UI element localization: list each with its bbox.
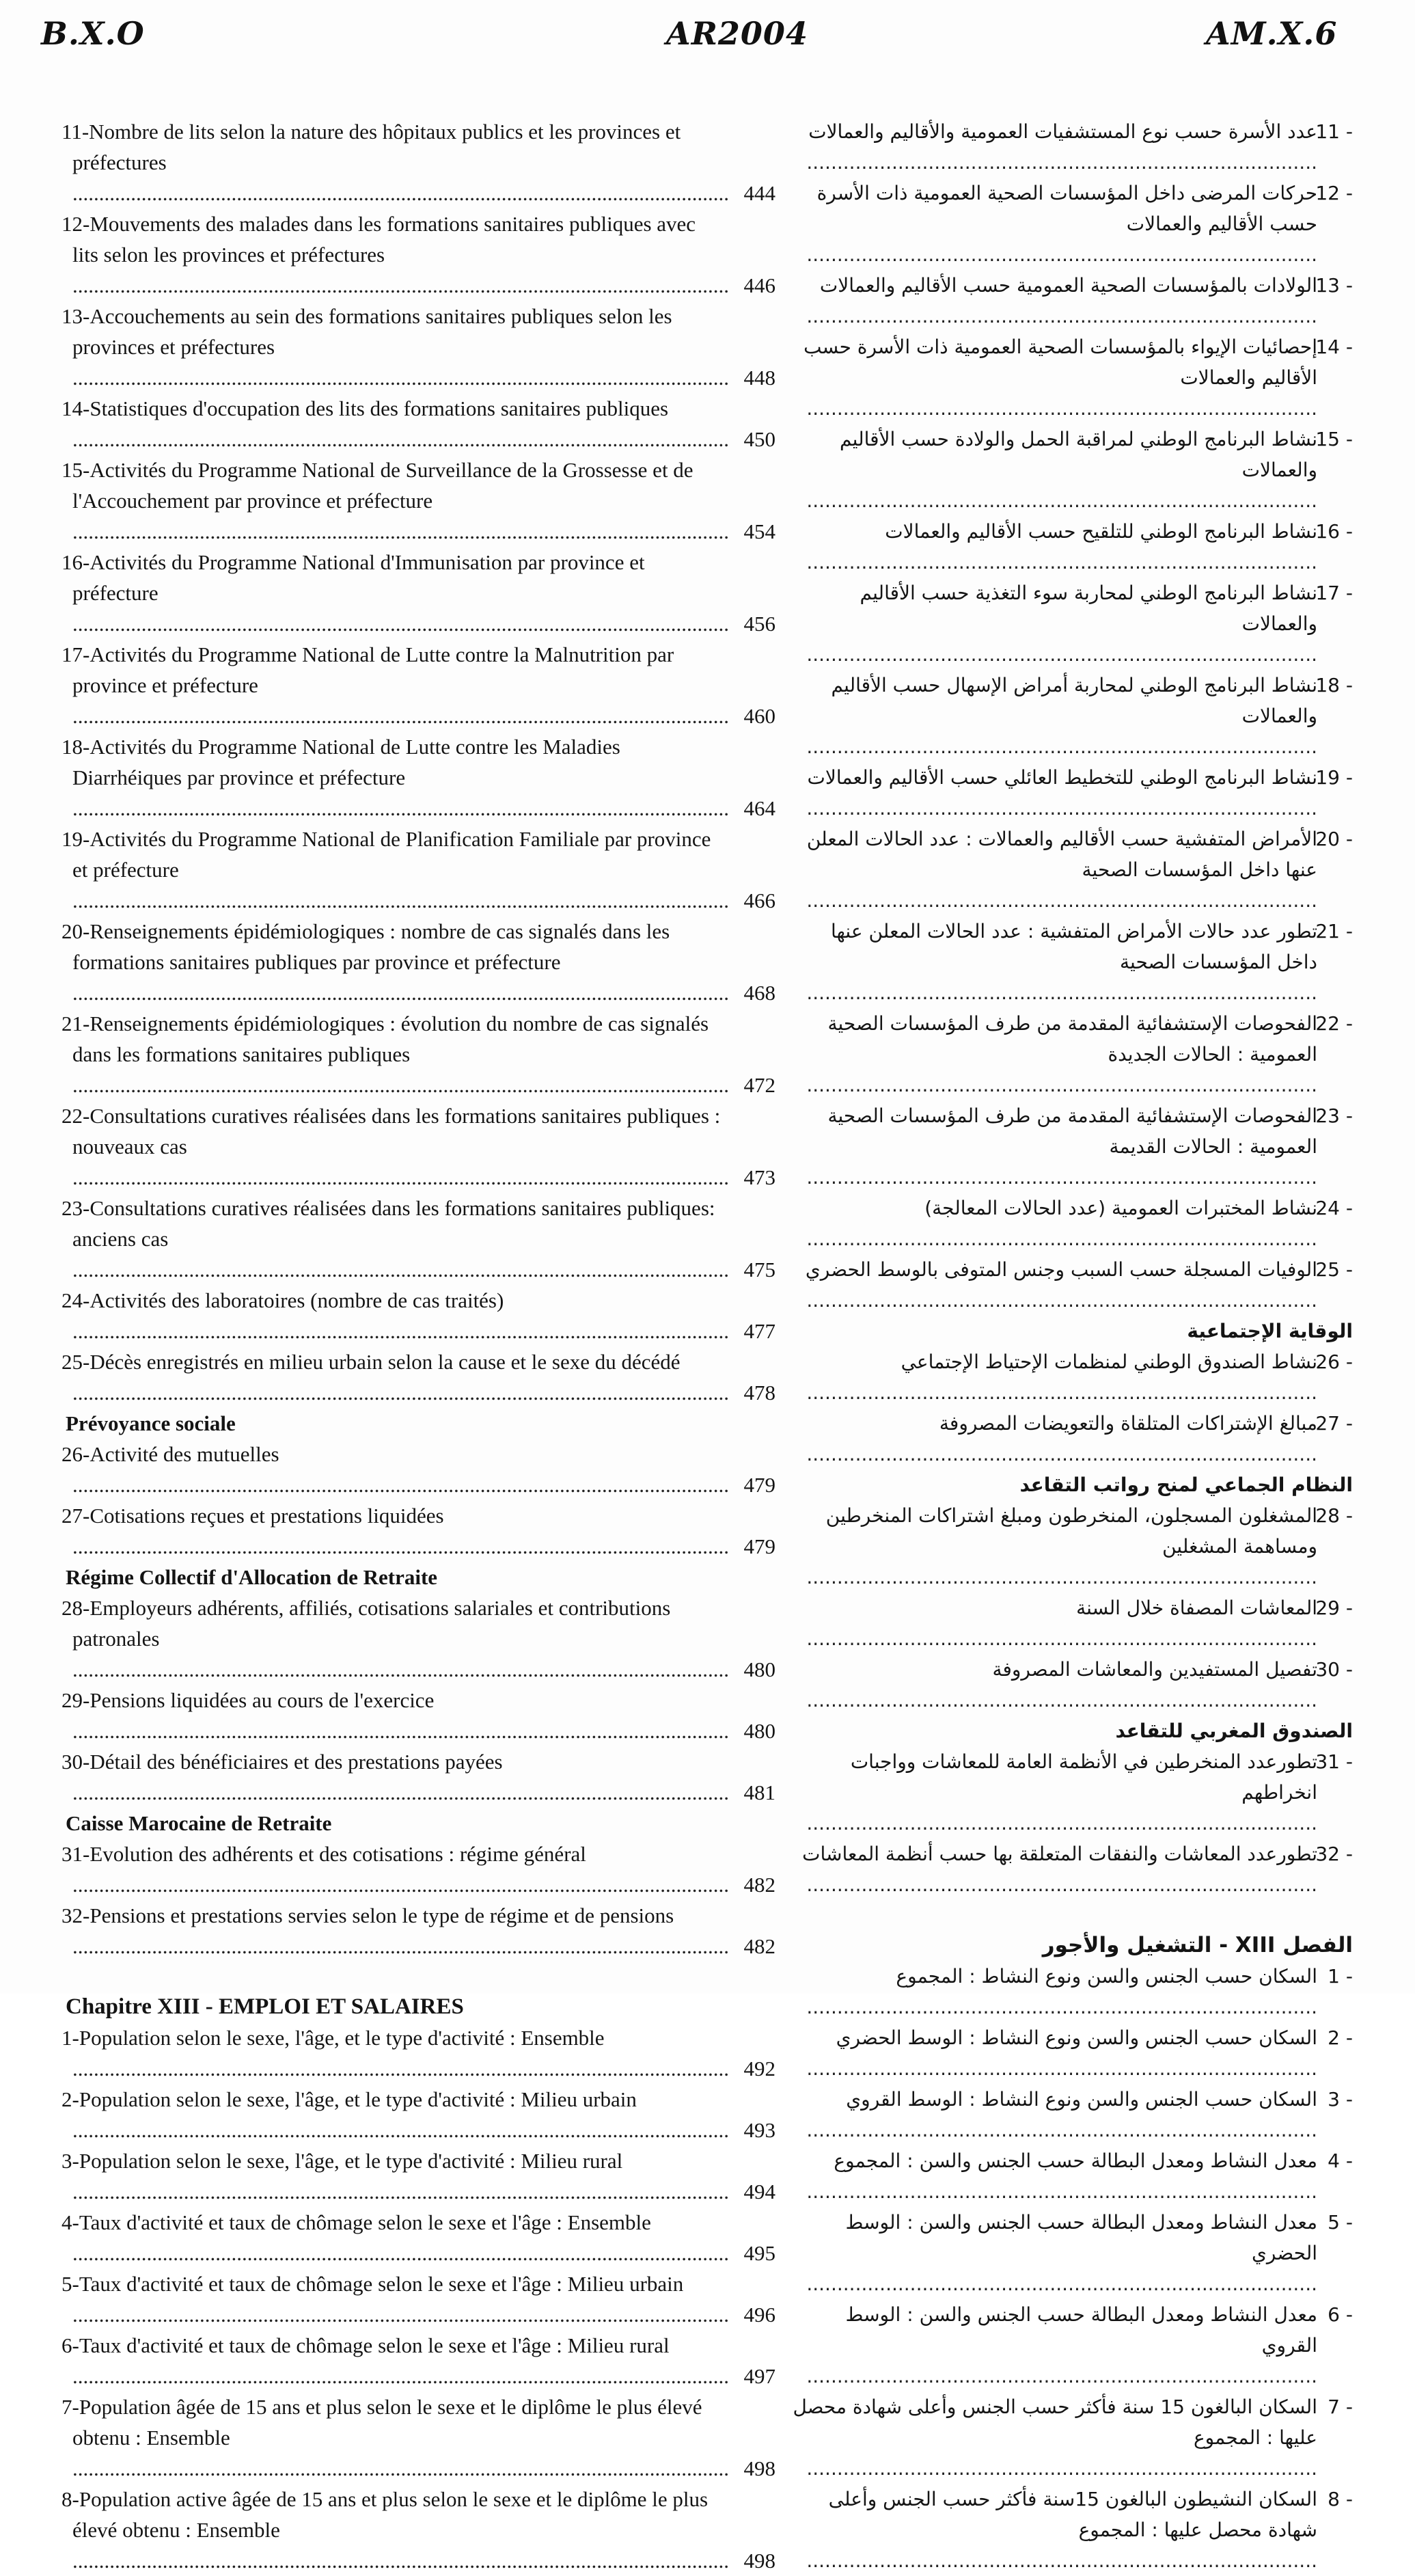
toc-entry-title: 6-Taux d'activité et taux de chômage selon le sexe et l'âge : Milieu rural: [61, 2333, 670, 2357]
leader-dots: [72, 1319, 729, 1343]
toc-page-number: 498: [743, 2456, 775, 2480]
toc-entry-title: 28-Employeurs adhérents, affiliés, cotisations salariales et contributions patronales: [61, 1596, 671, 1651]
toc-entry-number: 12 -: [1315, 182, 1353, 204]
leader-dots: [72, 519, 729, 543]
toc-entry-number: 3 -: [1328, 2088, 1353, 2111]
toc-entry-number: 23 -: [1315, 1104, 1353, 1127]
leader-dots: [806, 2549, 1317, 2572]
toc-entry-number: 27 -: [1315, 1412, 1353, 1435]
toc-entry-title: 13-Accouchements au sein des formations sanitaires publiques selon les provinces et préfectures: [61, 304, 672, 359]
toc-page-number: 466: [743, 889, 775, 912]
toc-entry-title: 3-Population selon le sexe, l'âge, et le type d'activité : Milieu rural: [61, 2149, 623, 2173]
toc-entry-title: 7-Population âgée de 15 ans et plus selon le sexe et le diplôme le plus élevé obtenu : Ensemble: [61, 2395, 702, 2450]
toc-page-number: 444: [743, 181, 775, 205]
leader-dots: [806, 1689, 1317, 1711]
toc-entry-title: السكان حسب الجنس والسن ونوع النشاط : المجموع: [896, 1965, 1317, 1988]
toc-entry-ar[interactable]: [793, 2299, 1353, 2391]
toc-page-number: 480: [743, 1719, 775, 1743]
toc-entry-title: حركات المرضى داخل المؤسسات الصحية العمومية ذات الأسرة حسب الأقاليم والعمالات: [816, 182, 1317, 235]
toc-entry-number: 7 -: [1328, 2396, 1353, 2418]
leader-dots: [806, 551, 1317, 573]
toc-entry-title: 15-Activités du Programme National de Surveillance de la Grossesse et de l'Accouchement par province et préfecture: [61, 458, 693, 513]
toc-column-french: [61, 116, 775, 2576]
toc-entry-number: 21 -: [1315, 920, 1353, 943]
toc-entry-ar[interactable]: [793, 670, 1353, 762]
toc-entry-title: المعاشات المصفاة خلال السنة: [1076, 1597, 1317, 1619]
toc-entry-ar[interactable]: [793, 1746, 1353, 1839]
toc-entry-ar[interactable]: [793, 2207, 1353, 2299]
section-heading: Régime Collectif d'Allocation de Retraite: [66, 1565, 438, 1589]
toc-entry-fr[interactable]: [61, 1500, 775, 1562]
toc-entry-fr[interactable]: [61, 1008, 775, 1100]
toc-entry-fr[interactable]: [61, 208, 775, 301]
toc-entry-ar[interactable]: [793, 1408, 1353, 1469]
toc-entry-number: 29 -: [1315, 1597, 1353, 1619]
toc-page-number: 454: [743, 519, 775, 543]
toc-entry-number: 4 -: [1328, 2150, 1353, 2172]
toc-entry-ar[interactable]: [793, 1008, 1353, 1100]
toc-entry-fr[interactable]: [61, 2484, 775, 2576]
toc-entry-title: نشاط البرنامج الوطني لمحاربة سوء التغذية حسب الأقاليم والعمالات: [860, 582, 1317, 635]
toc-entry-title: تطورعدد المعاشات والنفقات المتعلقة بها حسب أنظمة المعاشات: [802, 1843, 1317, 1865]
leader-dots: [72, 981, 729, 1005]
toc-entry-title: 19-Activités du Programme National de Planification Familiale par province et préfecture: [61, 827, 711, 882]
toc-page-number: 448: [743, 366, 775, 390]
leader-dots: [806, 981, 1317, 1004]
toc-entry-number: 32 -: [1315, 1843, 1353, 1865]
toc-entry-fr[interactable]: [61, 2084, 775, 2145]
toc-entry-fr[interactable]: [61, 2330, 775, 2391]
leader-dots: [806, 489, 1317, 512]
leader-dots: [72, 2456, 729, 2480]
toc-entry-fr[interactable]: [61, 1193, 775, 1285]
toc-entry-number: 6 -: [1328, 2303, 1353, 2326]
toc-page-number: 464: [743, 796, 775, 820]
leader-dots: [72, 889, 729, 912]
toc-page-number: 460: [743, 704, 775, 728]
toc-entry-title: الأمراض المتفشية حسب الأقاليم والعمالات : عدد الحالات المعلن عنها داخل المؤسسات الصحية: [806, 828, 1317, 881]
leader-dots: [72, 1381, 729, 1405]
toc-entry-number: 22 -: [1315, 1012, 1353, 1035]
toc-entry-number: 18 -: [1315, 674, 1353, 696]
toc-entry-title: السكان البالغون 15 سنة فأكثر حسب الجنس وأعلى شهادة محصل عليها : المجموع: [793, 2396, 1317, 2449]
toc-entry-fr[interactable]: [61, 1746, 775, 1808]
handwritten-note-left: B.X.O: [41, 15, 145, 52]
toc-entry-fr[interactable]: [61, 1685, 775, 1746]
toc-entry-number: 8 -: [1328, 2488, 1353, 2510]
leader-dots: [806, 1074, 1317, 1096]
toc-entry-title: 23-Consultations curatives réalisées dans les formations sanitaires publiques: anciens cas: [61, 1196, 715, 1251]
toc-entry-title: 12-Mouvements des malades dans les formations sanitaires publiques avec lits selon les provinces et préfectures: [61, 212, 696, 267]
leader-dots: [72, 612, 729, 636]
leader-dots: [806, 1228, 1317, 1250]
toc-entry-title: السكان حسب الجنس والسن ونوع النشاط : الوسط الحضري: [836, 2026, 1317, 2049]
toc-entry-number: 13 -: [1315, 274, 1353, 297]
toc-entry-ar[interactable]: [793, 2391, 1353, 2484]
toc-entry-title: 26-Activité des mutuelles: [61, 1442, 279, 1466]
toc-entry-title: تطور عدد حالات الأمراض المتفشية : عدد الحالات المعلن عنها داخل المؤسسات الصحية: [830, 920, 1317, 973]
toc-entry-title: السكان حسب الجنس والسن ونوع النشاط : الوسط القروي: [846, 2088, 1317, 2111]
toc-entry-ar[interactable]: [793, 1254, 1353, 1316]
leader-dots: [72, 1073, 729, 1097]
toc-entry-fr[interactable]: [61, 1439, 775, 1500]
toc-entry-fr[interactable]: [61, 116, 775, 208]
toc-entry-title: عدد الأسرة حسب نوع المستشفيات العمومية والأقاليم والعمالات: [808, 120, 1317, 143]
toc-entry-fr[interactable]: [61, 731, 775, 824]
toc-entry-title: الفحوصات الإستشفائية المقدمة من طرف المؤسسات الصحية العمومية : الحالات الجديدة: [827, 1012, 1317, 1066]
toc-page-number: 498: [743, 2549, 775, 2573]
leader-dots: [806, 643, 1317, 666]
toc-entry-title: المشغلون المسجلون، المنخرطون ومبلغ اشتراكات المنخرطين ومساهمة المشغلين: [825, 1504, 1317, 1558]
leader-dots: [806, 2180, 1317, 2203]
leader-dots: [806, 2365, 1317, 2387]
toc-entry-title: 20-Renseignements épidémiologiques : nombre de cas signalés dans les formations sanitaires publiques par province et préfecture: [61, 919, 670, 974]
toc-entry-title: 32-Pensions et prestations servies selon le type de régime et de pensions: [61, 1903, 674, 1927]
toc-entry-title: 31-Evolution des adhérents et des cotisations : régime général: [61, 1842, 586, 1866]
leader-dots: [72, 1534, 729, 1558]
toc-page-number: 480: [743, 1657, 775, 1681]
toc-entry-title: 4-Taux d'activité et taux de chômage selon le sexe et l'âge : Ensemble: [61, 2210, 651, 2234]
toc-entry-title: تطورعدد المنخرطين في الأنظمة العامة للمعاشات وواجبات انخراطهم: [850, 1750, 1317, 1804]
toc-entry-number: 24 -: [1315, 1197, 1353, 1219]
toc-entry-title: 27-Cotisations reçues et prestations liquidées: [61, 1504, 444, 1528]
toc-page-number: 477: [743, 1319, 775, 1343]
toc-entry-title: نشاط البرنامج الوطني لمحاربة أمراض الإسهال حسب الأقاليم والعمالات: [831, 674, 1317, 727]
toc-entry-title: الوفيات المسجلة حسب السبب وجنس المتوفى بالوسط الحضري: [805, 1258, 1317, 1281]
toc-page-number: 482: [743, 1873, 775, 1897]
leader-dots: [72, 2549, 729, 2573]
toc-page-number: 473: [743, 1165, 775, 1189]
toc-entry-number: 11 -: [1315, 120, 1353, 143]
leader-dots: [72, 1780, 729, 1804]
toc-page-number: 479: [743, 1473, 775, 1497]
leader-dots: [806, 1566, 1317, 1588]
leader-dots: [72, 273, 729, 297]
toc-entry-ar[interactable]: [793, 331, 1353, 424]
toc-entry-ar[interactable]: [793, 116, 1353, 178]
toc-entry-fr[interactable]: [61, 393, 775, 455]
toc-entry-number: 1 -: [1328, 1965, 1353, 1988]
toc-entry-title: معدل النشاط ومعدل البطالة حسب الجنس والسن : المجموع: [834, 2150, 1317, 2172]
toc-page-number: 450: [743, 427, 775, 451]
toc-entry-title: نشاط البرنامج الوطني للتخطيط العائلي حسب الأقاليم والعمالات: [807, 766, 1317, 789]
toc-entry-title: نشاط البرنامج الوطني لمراقبة الحمل والولادة حسب الأقاليم والعمالات: [840, 428, 1317, 481]
leader-dots: [72, 2303, 729, 2327]
toc-entry-fr[interactable]: [61, 1100, 775, 1193]
toc-entry-ar[interactable]: [793, 178, 1353, 270]
toc-entry-number: 5 -: [1328, 2211, 1353, 2234]
leader-dots: [72, 1258, 729, 1282]
toc-entry-title: 8-Population active âgée de 15 ans et plus selon le sexe et le diplôme le plus élevé obtenu : Ensemble: [61, 2487, 709, 2542]
toc-entry-title: مبالغ الإشتراكات المتلقاة والتعويضات المصروفة: [939, 1412, 1317, 1435]
toc-entry-ar[interactable]: [793, 1500, 1353, 1592]
toc-page-number: 495: [743, 2241, 775, 2265]
toc-entry-number: 14 -: [1315, 336, 1353, 358]
toc-page-number: 468: [743, 981, 775, 1005]
leader-dots: [806, 1996, 1317, 2018]
leader-dots: [72, 366, 729, 390]
leader-dots: [806, 2057, 1317, 2080]
leader-dots: [806, 305, 1317, 327]
section-heading: الصندوق المغربي للتقاعد: [1115, 1720, 1353, 1742]
toc-entry-ar[interactable]: [793, 1100, 1353, 1193]
toc-entry-fr[interactable]: [61, 2022, 775, 2084]
toc-entry-fr[interactable]: [61, 547, 775, 639]
leader-dots: [806, 1627, 1317, 1650]
toc-entry-fr[interactable]: [61, 2207, 775, 2268]
toc-entry-number: 28 -: [1315, 1504, 1353, 1527]
toc-entry-ar[interactable]: [793, 270, 1353, 331]
toc-entry-title: 11-Nombre de lits selon la nature des hôpitaux publics et les provinces et préfectures: [61, 120, 681, 174]
toc-entry-fr[interactable]: [61, 1346, 775, 1408]
leader-dots: [72, 796, 729, 820]
leader-dots: [72, 2057, 729, 2080]
leader-dots: [72, 427, 729, 451]
toc-entry-fr[interactable]: [61, 1900, 775, 1962]
chapter-heading: Chapitre XIII - EMPLOI ET SALAIRES: [66, 1994, 464, 2019]
leader-dots: [806, 1443, 1317, 1465]
leader-dots: [72, 1657, 729, 1681]
toc-entry-fr[interactable]: [61, 2145, 775, 2207]
toc-entry-ar[interactable]: [793, 1592, 1353, 1654]
toc-entry-fr[interactable]: [61, 824, 775, 916]
leader-dots: [72, 704, 729, 728]
toc-entry-title: 5-Taux d'activité et taux de chômage selon le sexe et l'âge : Milieu urbain: [61, 2272, 684, 2296]
handwritten-note-right: AM.X.6: [1206, 15, 1338, 52]
leader-dots: [72, 2118, 729, 2142]
toc-page-number: 478: [743, 1381, 775, 1405]
toc-entry-title: نشاط البرنامج الوطني للتلقيح حسب الأقاليم والعمالات: [885, 520, 1317, 543]
toc-page-number: 446: [743, 273, 775, 297]
toc-page-number: 496: [743, 2303, 775, 2327]
toc-entry-title: إحصائيات الإيواء بالمؤسسات الصحية العمومية ذات الأسرة حسب الأقاليم والعمالات: [803, 336, 1317, 389]
leader-dots: [72, 2241, 729, 2265]
toc-entry-ar[interactable]: [793, 916, 1353, 1008]
leader-dots: [806, 243, 1317, 266]
toc-entry-ar[interactable]: [793, 516, 1353, 578]
toc-entry-title: 24-Activités des laboratoires (nombre de cas traités): [61, 1288, 504, 1312]
toc-entry-title: الولادات بالمؤسسات الصحية العمومية حسب الأقاليم والعمالات: [819, 274, 1317, 297]
toc-page-number: 479: [743, 1534, 775, 1558]
toc-entry-title: 30-Détail des bénéficiaires et des prestations payées: [61, 1750, 503, 1774]
toc-entry-title: 16-Activités du Programme National d'Immunisation par province et préfecture: [61, 550, 645, 605]
toc-entry-number: 19 -: [1315, 766, 1353, 789]
toc-entry-number: 26 -: [1315, 1351, 1353, 1373]
toc-entry-ar[interactable]: [793, 1654, 1353, 1716]
toc-entry-ar[interactable]: [793, 2084, 1353, 2145]
leader-dots: [72, 2364, 729, 2388]
toc-entry-number: 15 -: [1315, 428, 1353, 450]
toc-page-number: 481: [743, 1780, 775, 1804]
toc-entry-ar[interactable]: [793, 1961, 1353, 2022]
leader-dots: [806, 1381, 1317, 1404]
toc-entry-fr[interactable]: [61, 1285, 775, 1346]
toc-entry-title: نشاط المختبرات العمومية (عدد الحالات المعالجة): [924, 1197, 1317, 1219]
toc-entry-fr[interactable]: [61, 301, 775, 393]
leader-dots: [806, 889, 1317, 912]
toc-entry-ar[interactable]: [793, 1839, 1353, 1900]
section-heading: الوقاية الإجتماعية: [1187, 1320, 1353, 1342]
toc-entry-title: السكان النشيطون البالغون 15سنة فأكثر حسب الجنس وأعلى شهادة محصل عليها : المجموع: [828, 2488, 1317, 2541]
toc-column-arabic: [793, 116, 1353, 2576]
toc-entry-fr[interactable]: [61, 639, 775, 731]
toc-page-number: 493: [743, 2118, 775, 2142]
toc-entry-title: 17-Activités du Programme National de Lutte contre la Malnutrition par province et préfecture: [61, 642, 674, 697]
toc-entry-fr[interactable]: [61, 2268, 775, 2330]
toc-entry-title: نشاط الصندوق الوطني لمنظمات الإحتياط الإجتماعي: [901, 1351, 1317, 1373]
toc-entry-title: تفصيل المستفيدين والمعاشات المصروفة: [992, 1658, 1317, 1681]
leader-dots: [806, 151, 1317, 174]
toc-entry-ar[interactable]: [793, 424, 1353, 516]
section-heading: Caisse Marocaine de Retraite: [66, 1811, 332, 1835]
toc-entry-ar[interactable]: [793, 824, 1353, 916]
leader-dots: [72, 1473, 729, 1497]
toc-page-number: 456: [743, 612, 775, 636]
toc-page-number: 497: [743, 2364, 775, 2388]
toc-entry-fr[interactable]: [61, 455, 775, 547]
toc-entry-title: 29-Pensions liquidées au cours de l'exercice: [61, 1688, 435, 1712]
toc-entry-title: 25-Décès enregistrés en milieu urbain selon la cause et le sexe du décédé: [61, 1350, 681, 1374]
toc-entry-ar[interactable]: [793, 1193, 1353, 1254]
toc-entry-ar[interactable]: [793, 2145, 1353, 2207]
leader-dots: [72, 1165, 729, 1189]
leader-dots: [806, 2273, 1317, 2295]
leader-dots: [806, 797, 1317, 819]
toc-page-number: 492: [743, 2057, 775, 2080]
toc-entry-title: معدل النشاط ومعدل البطالة حسب الجنس والسن : الوسط القروي: [845, 2303, 1317, 2357]
toc-entry-ar[interactable]: [793, 1346, 1353, 1408]
toc-entry-number: 16 -: [1315, 520, 1353, 543]
toc-entry-fr[interactable]: [61, 2391, 775, 2484]
toc-entry-title: الفحوصات الإستشفائية المقدمة من طرف المؤسسات الصحية العمومية : الحالات القديمة: [827, 1104, 1317, 1158]
toc-entry-title: 22-Consultations curatives réalisées dans les formations sanitaires publiques : nouveaux cas: [61, 1104, 721, 1158]
leader-dots: [806, 1812, 1317, 1834]
leader-dots: [72, 181, 729, 205]
toc-entry-number: 17 -: [1315, 582, 1353, 604]
leader-dots: [806, 1166, 1317, 1189]
toc-page-number: 475: [743, 1258, 775, 1282]
toc-page-number: 472: [743, 1073, 775, 1097]
section-heading: النظام الجماعي لمنح رواتب التقاعد: [1019, 1474, 1353, 1496]
toc-entry-title: معدل النشاط ومعدل البطالة حسب الجنس والسن : الوسط الحضري: [845, 2211, 1317, 2264]
leader-dots: [806, 2457, 1317, 2480]
toc-entry-number: 2 -: [1328, 2026, 1353, 2049]
chapter-heading: الفصل XIII - التشغيل والأجور: [1042, 1933, 1353, 1957]
toc-entry-ar[interactable]: [793, 578, 1353, 670]
toc-entry-title: 2-Population selon le sexe, l'âge, et le type d'activité : Milieu urbain: [61, 2087, 637, 2111]
toc-entry-title: 14-Statistiques d'occupation des lits des formations sanitaires publiques: [61, 396, 669, 420]
leader-dots: [806, 397, 1317, 420]
toc-entry-number: 30 -: [1315, 1658, 1353, 1681]
toc-entry-fr[interactable]: [61, 1592, 775, 1685]
toc-entry-title: 21-Renseignements épidémiologiques : évolution du nombre de cas signalés dans les formations sanitaires publiques: [61, 1012, 709, 1066]
leader-dots: [806, 1289, 1317, 1312]
leader-dots: [72, 2180, 729, 2204]
toc-entry-ar[interactable]: [793, 2484, 1353, 2576]
toc-entry-number: 25 -: [1315, 1258, 1353, 1281]
section-heading: Prévoyance sociale: [66, 1411, 236, 1435]
handwritten-note-center: AR2004: [666, 15, 808, 52]
leader-dots: [806, 735, 1317, 758]
toc-entry-ar[interactable]: [793, 762, 1353, 824]
toc-entry-number: 31 -: [1315, 1750, 1353, 1773]
toc-entry-title: 1-Population selon le sexe, l'âge, et le type d'activité : Ensemble: [61, 2026, 605, 2050]
leader-dots: [72, 1719, 729, 1743]
toc-entry-title: 18-Activités du Programme National de Lutte contre les Maladies Diarrhéiques par province et préfecture: [61, 735, 620, 789]
leader-dots: [72, 1873, 729, 1897]
toc-entry-ar[interactable]: [793, 2022, 1353, 2084]
leader-dots: [72, 1934, 729, 1958]
leader-dots: [806, 1873, 1317, 1896]
toc-page-number: 494: [743, 2180, 775, 2204]
toc-entry-fr[interactable]: [61, 916, 775, 1008]
toc-entry-number: 20 -: [1315, 828, 1353, 850]
toc-entry-fr[interactable]: [61, 1839, 775, 1900]
toc-page-number: 482: [743, 1934, 775, 1958]
leader-dots: [806, 2119, 1317, 2141]
